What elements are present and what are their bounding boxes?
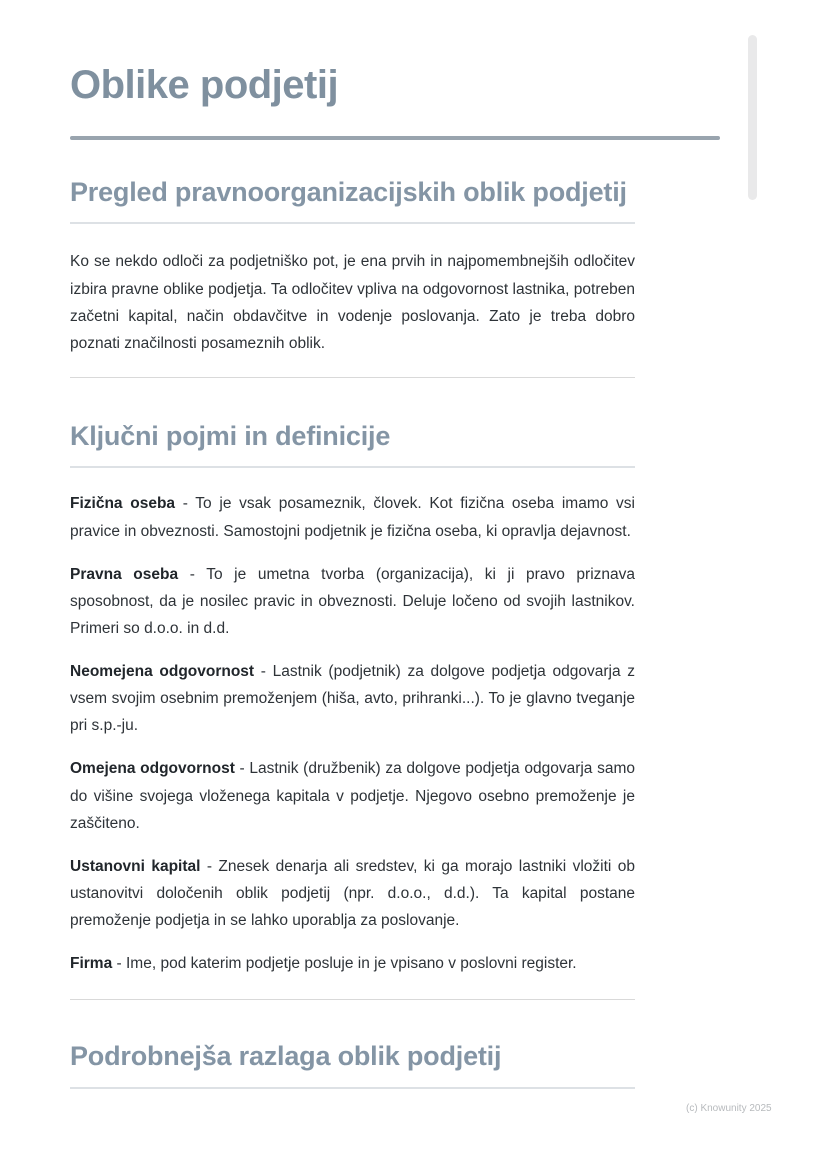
heading-underline (70, 222, 635, 224)
intro-paragraph: Ko se nekdo odloči za podjetniško pot, je ena prvih in najpomembnejših odločitev izbira pravne oblike podjetja. Ta odločitev vpliva na odgovornost lastnika, potreben začetni kapital, način obdavčitve in vodenje poslovanja. Zato je treba dobro poznati značilnosti posameznih oblik. (70, 253, 635, 352)
copyright-text: (c) Knowunity 2025 (686, 1103, 772, 1114)
definition-item (70, 853, 635, 934)
section-heading-detailed: Podrobnejša razlaga oblik podjetij (70, 1041, 502, 1072)
definition-term: Ustanovni kapital (70, 857, 201, 875)
document-content (70, 62, 635, 1089)
definition-term: Fizična oseba (70, 495, 176, 513)
definition-term: Firma (70, 955, 113, 973)
definition-item (70, 950, 635, 977)
definition-text: - Znesek denarja ali sredstev, ki ga morajo lastniki vložiti ob ustanovitvi določenih oblik podjetij (npr. d.o.o., d.d.). Ta kapital postane premoženje podjetja in se lahko uporablja za poslovanje. (70, 857, 635, 929)
definition-item (70, 561, 635, 642)
definition-item (70, 755, 635, 836)
section-divider (70, 999, 635, 1000)
definition-item (70, 658, 635, 739)
definition-text: - To je vsak posameznik, človek. Kot fizična oseba imamo vsi pravice in obveznosti. Samostojni podjetnik je fizična oseba, ki opravlja dejavnost. (70, 495, 635, 540)
definition-text: - Lastnik (podjetnik) za dolgove podjetja odgovarja z vsem svojim osebnim premoženjem (hiša, avto, prihranki...). To je glavno tveganje pri s.p.-ju. (70, 663, 635, 735)
definition-term: Pravna oseba (70, 565, 179, 583)
definition-term: Omejena odgovornost (70, 760, 235, 778)
section-heading-overview: Pregled pravnoorganizacijskih oblik podjetij (70, 177, 627, 207)
definition-term: Neomejena odgovornost (70, 663, 255, 680)
heading-underline (70, 466, 635, 468)
heading-underline (70, 1087, 635, 1089)
section-heading-definitions: Ključni pojmi in definicije (70, 420, 391, 451)
definition-text: - Ime, pod katerim podjetje posluje in je vpisano v poslovni register. (116, 955, 577, 973)
definitions-list (70, 490, 635, 977)
scrollbar-thumb[interactable] (748, 35, 757, 200)
title-underline (70, 136, 720, 140)
section-divider (70, 377, 635, 378)
definition-text: - Lastnik (družbenik) za dolgove podjetja odgovarja samo do višine svojega vloženega kapitala v podjetje. Njegovo osebno premoženje je zaščiteno. (70, 760, 635, 832)
definition-text: - To je umetna tvorba (organizacija), ki ji pravo priznava sposobnost, da je nosilec pravic in obveznosti. Deluje ločeno od svojih lastnikov. Primeri so d.o.o. in d.d. (70, 565, 636, 637)
definition-item (70, 490, 635, 544)
page-title: Oblike podjetij (70, 63, 339, 107)
